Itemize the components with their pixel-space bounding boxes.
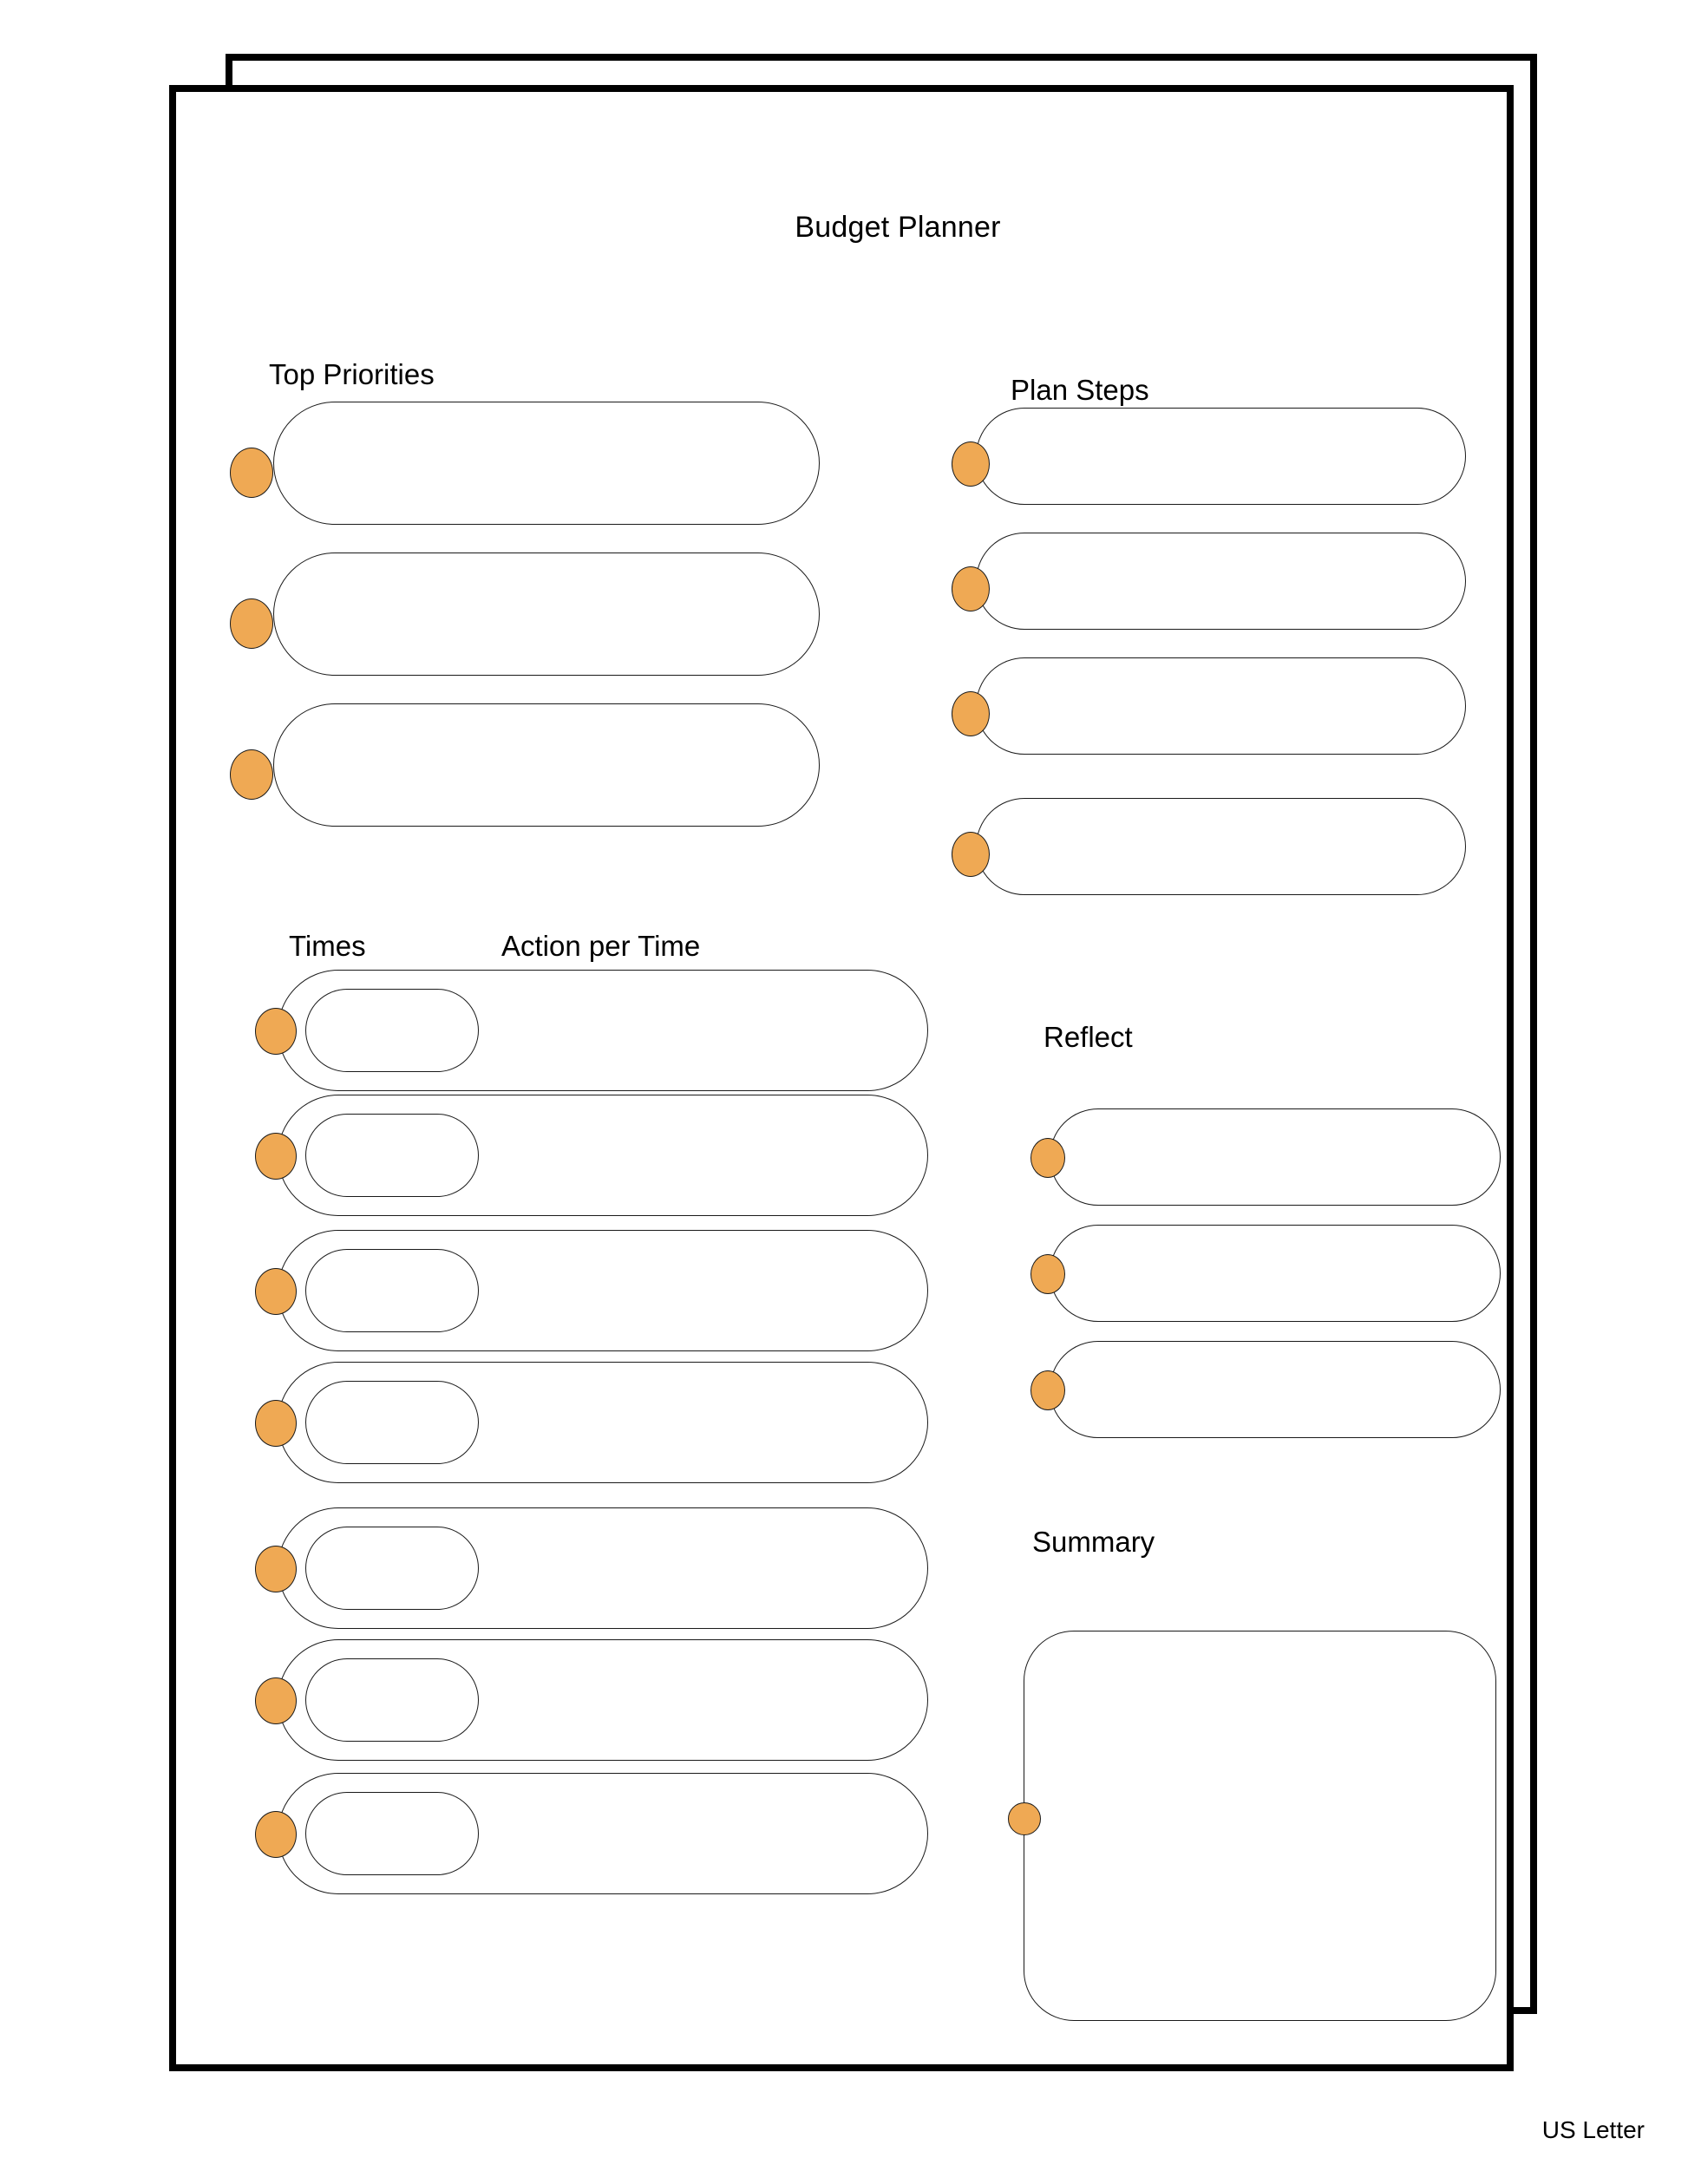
reflect-bullet-icon-3 [1030,1370,1065,1410]
time-field-6[interactable] [305,1658,479,1742]
schedule-bullet-icon-5 [255,1546,297,1592]
section-label-summary: Summary [1032,1526,1155,1558]
summary-field[interactable] [1024,1631,1496,2021]
summary-bullet-icon [1008,1802,1041,1835]
reflect-bullet-icon-1 [1030,1138,1065,1178]
plan-step-field-4[interactable] [976,798,1466,895]
section-label-top-priorities: Top Priorities [269,358,435,390]
schedule-bullet-icon-4 [255,1400,297,1447]
section-label-reflect: Reflect [1044,1021,1133,1053]
paper-size-label: US Letter [1541,2116,1645,2143]
step-bullet-icon-4 [952,832,990,877]
step-bullet-icon-1 [952,441,990,487]
plan-step-field-2[interactable] [976,533,1466,630]
schedule-bullet-icon-2 [255,1133,297,1180]
section-label-action-per-time: Action per Time [501,930,701,962]
top-priority-field-1[interactable] [273,402,820,525]
time-field-7[interactable] [305,1792,479,1875]
schedule-bullet-icon-7 [255,1811,297,1858]
top-priority-field-2[interactable] [273,553,820,676]
top-priority-field-3[interactable] [273,703,820,827]
schedule-bullet-icon-1 [255,1008,297,1055]
priority-bullet-icon-2 [230,598,273,649]
section-label-times: Times [289,930,366,962]
reflect-field-2[interactable] [1050,1225,1501,1322]
section-label-plan-steps: Plan Steps [1011,374,1149,406]
time-field-4[interactable] [305,1381,479,1464]
plan-step-field-3[interactable] [976,657,1466,755]
reflect-bullet-icon-2 [1030,1254,1065,1294]
priority-bullet-icon-1 [230,448,273,498]
reflect-field-3[interactable] [1050,1341,1501,1438]
time-field-2[interactable] [305,1114,479,1197]
schedule-bullet-icon-6 [255,1677,297,1724]
schedule-bullet-icon-3 [255,1268,297,1315]
plan-step-field-1[interactable] [976,408,1466,505]
page-title: Budget Planner [795,211,1001,244]
time-field-1[interactable] [305,989,479,1072]
step-bullet-icon-3 [952,691,990,736]
time-field-3[interactable] [305,1249,479,1332]
priority-bullet-icon-3 [230,749,273,800]
time-field-5[interactable] [305,1527,479,1610]
reflect-field-1[interactable] [1050,1108,1501,1206]
step-bullet-icon-2 [952,566,990,611]
